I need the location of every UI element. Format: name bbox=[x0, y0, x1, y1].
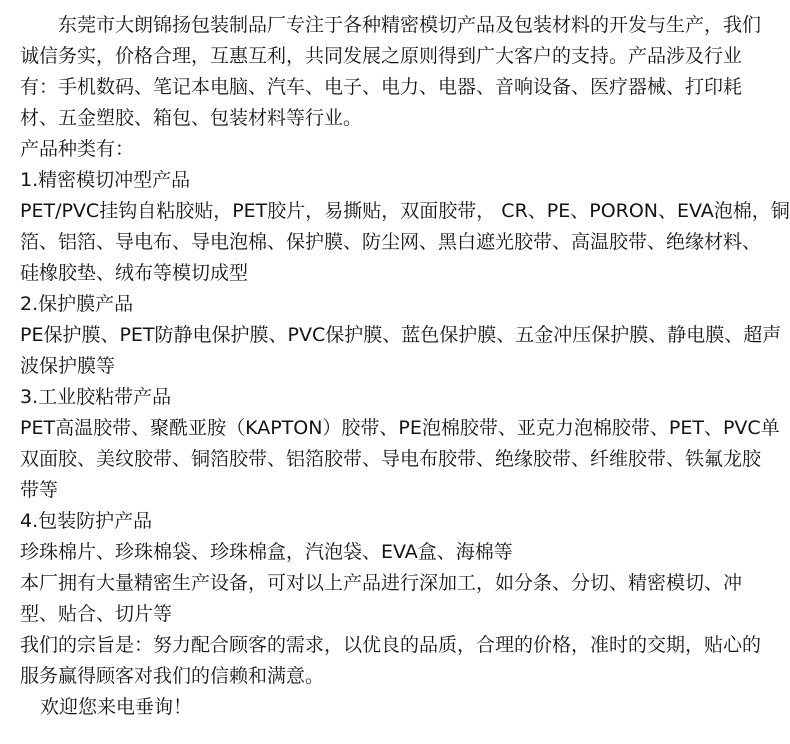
company-intro bbox=[20, 10, 790, 134]
section-packaging-protection bbox=[20, 506, 790, 568]
section-line: 珍珠棉片、珍珠棉袋、珍珠棉盒，汽泡袋、EVA盒、海棉等 bbox=[20, 541, 513, 563]
section-line: 双面胶、美纹胶带、铜箔胶带、铝箔胶带、导电布胶带、绝缘胶带、纤维胶带、铁氟龙胶 bbox=[20, 448, 762, 470]
section-line: 波保护膜等 bbox=[20, 355, 116, 377]
section-title: 1.精密模切冲型产品 bbox=[20, 169, 191, 191]
section-precision-die-cut bbox=[20, 165, 790, 289]
section-line: PET高温胶带、聚酰亚胺（KAPTON）胶带、PE泡棉胶带、亚克力泡棉胶带、PET、PVC单 bbox=[20, 417, 780, 439]
section-line: 带等 bbox=[20, 479, 59, 501]
processing-line: 本厂拥有大量精密生产设备，可对以上产品进行深加工，如分条、分切、精密模切、冲 bbox=[20, 572, 743, 594]
section-line: PE保护膜、PET防静电保护膜、PVC保护膜、蓝色保护膜、五金冲压保护膜、静电膜、超声 bbox=[20, 324, 782, 346]
intro-line: 诚信务实，价格合理，互惠互利，共同发展之原则得到广大客户的支持。产品涉及行业 bbox=[20, 45, 743, 67]
company-mission bbox=[20, 630, 790, 692]
section-title: 3.工业胶粘带产品 bbox=[20, 386, 172, 408]
section-industrial-tape bbox=[20, 382, 790, 506]
section-line: PET/PVC挂钩自粘胶贴，PET胶片，易撕贴，双面胶带， CR、PE、PORON、EVA泡棉，铜 bbox=[20, 200, 790, 222]
mission-line: 服务赢得顾客对我们的信赖和满意。 bbox=[20, 665, 325, 687]
closing-line: 欢迎您来电垂询！ bbox=[40, 696, 193, 718]
intro-line: 有：手机数码、笔记本电脑、汽车、电子、电力、电器、音响设备、医疗器械、打印耗 bbox=[20, 76, 743, 98]
section-title: 2.保护膜产品 bbox=[20, 293, 134, 315]
section-protective-film bbox=[20, 289, 790, 382]
processing-capabilities bbox=[20, 568, 790, 630]
processing-line: 型、贴合、切片等 bbox=[20, 603, 173, 625]
section-line: 硅橡胶垫、绒布等模切成型 bbox=[20, 262, 249, 284]
mission-line: 我们的宗旨是：努力配合顾客的需求，以优良的品质，合理的价格，准时的交期，贴心的 bbox=[20, 634, 762, 656]
intro-line: 东莞市大朗锦扬包装制品厂专注于各种精密模切产品及包装材料的开发与生产，我们 bbox=[58, 14, 762, 36]
section-line: 箔、铝箔、导电布、导电泡棉、保护膜、防尘网、黑白遮光胶带、高温胶带、绝缘材料、 bbox=[20, 231, 762, 253]
intro-line: 材、五金塑胶、箱包、包装材料等行业。 bbox=[20, 107, 363, 129]
categories-heading: 产品种类有： bbox=[20, 138, 135, 160]
section-title: 4.包装防护产品 bbox=[20, 510, 153, 532]
